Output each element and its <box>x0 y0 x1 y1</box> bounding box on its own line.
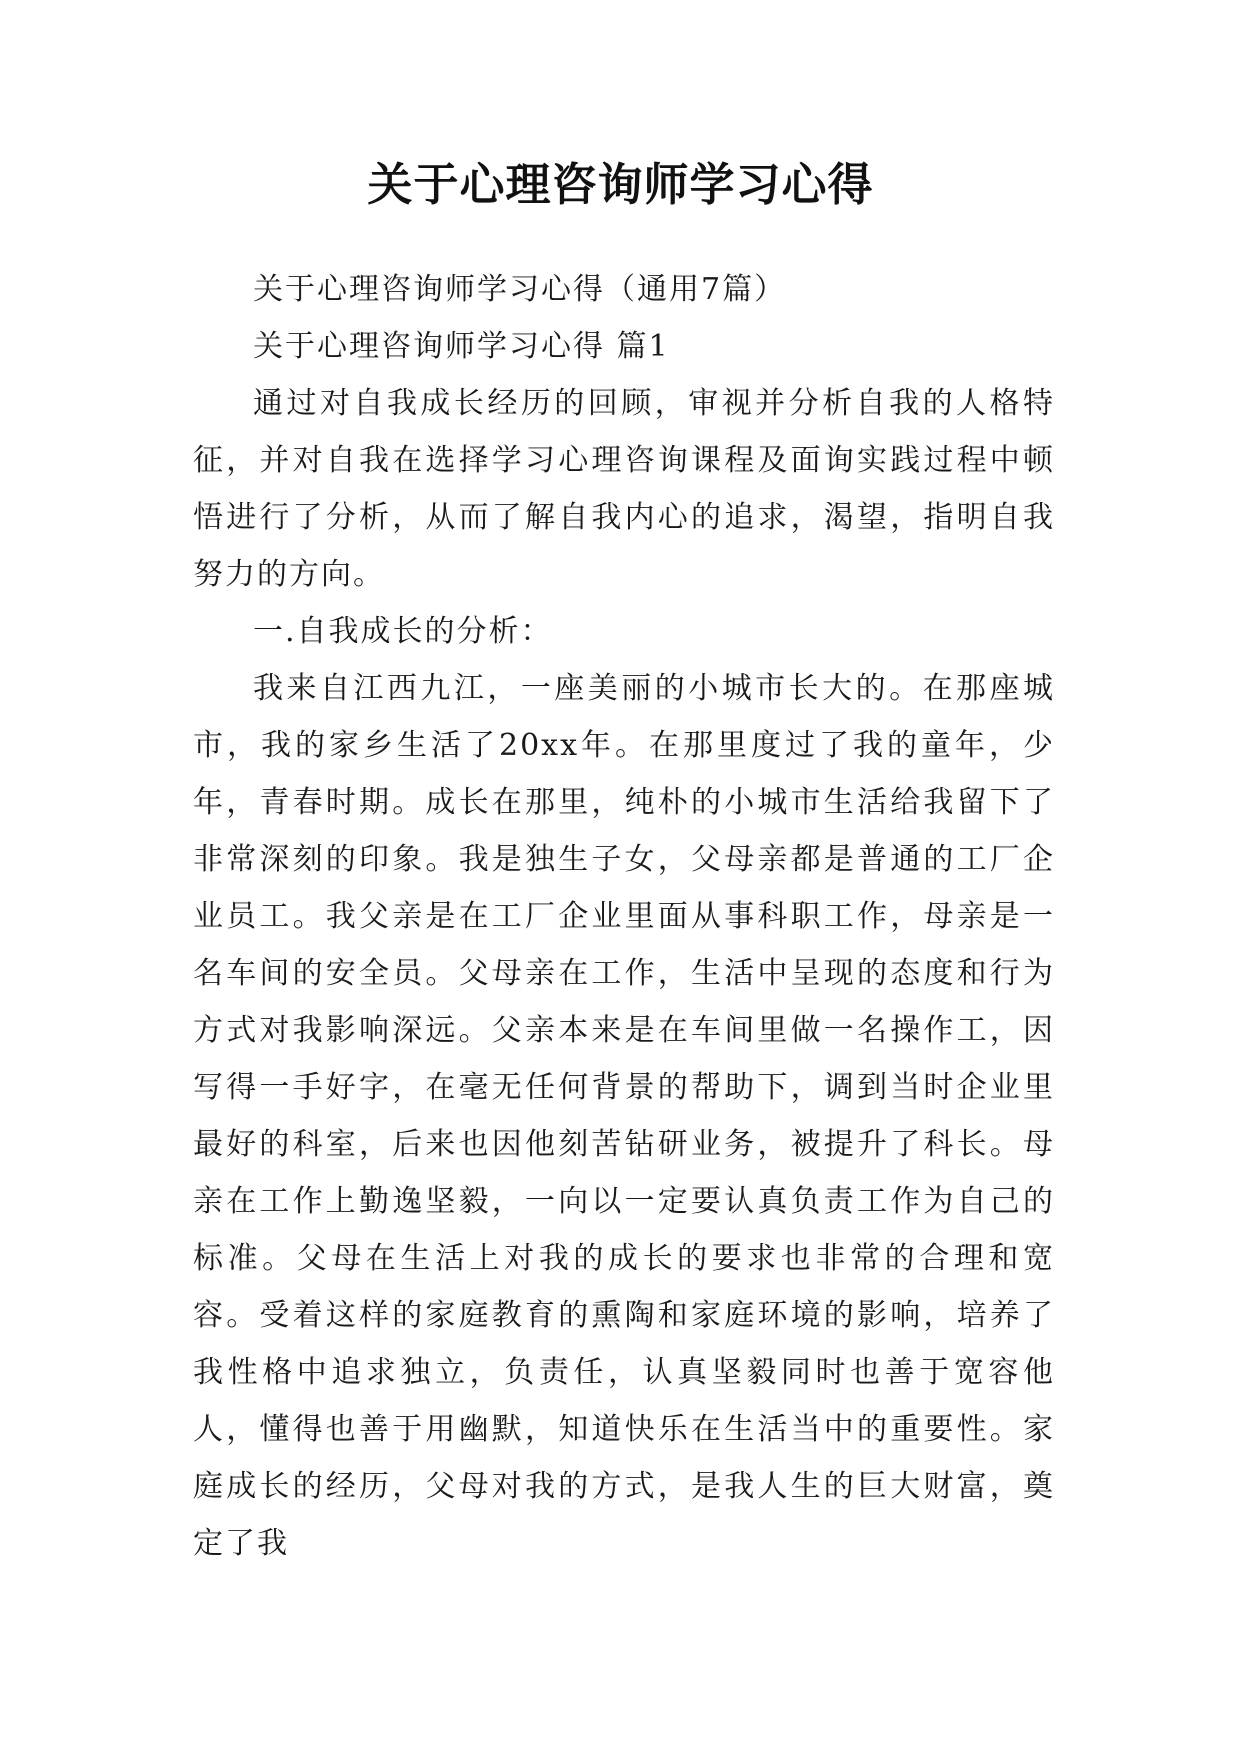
paragraph-intro: 通过对自我成长经历的回顾，审视并分析自我的人格特征，并对自我在选择学习心理咨询课程及面询实践过程中顿悟进行了分析，从而了解自我内心的追求，渴望，指明自我努力的方向。 <box>193 386 1055 592</box>
paragraph-subtitle: 关于心理咨询师学习心得（通用7篇） <box>253 272 787 307</box>
paragraph-growth: 我来自江西九江，一座美丽的小城市长大的。在那座城市，我的家乡生活了20xx年。在那里度过了我的童年，少年，青春时期。成长在那里，纯朴的小城市生活给我留下了非常深刻的印象。我是独生子女，父母亲都是普通的工厂企业员工。我父亲是在工厂企业里面从事科职工作，母亲是一名车间的安全员。父母亲在工作，生活中呈现的态度和行为方式对我影响深远。父亲本来是在车间里做一名操作工，因写得一手好字，在毫无任何背景的帮助下，调到当时企业里最好的科室，后来也因他刻苦钻研业务，被提升了科长。母亲在工作上勤逸坚毅，一向以一定要认真负责工作为自己的标准。父母在生活上对我的成长的要求也非常的合理和宽容。受着这样的家庭教育的熏陶和家庭环境的影响，培养了我性格中追求独立，负责任，认真坚毅同时也善于宽容他人，懂得也善于用幽默，知道快乐在生活当中的重要性。家庭成长的经历，父母对我的方式，是我人生的巨大财富，奠定了我 <box>193 671 1055 1561</box>
paragraph-section-heading: 关于心理咨询师学习心得 篇1 <box>253 329 670 364</box>
document-body <box>193 261 1055 1572</box>
document-title: 关于心理咨询师学习心得 <box>367 158 874 211</box>
paragraph-point-heading: 一.自我成长的分析： <box>253 614 553 649</box>
